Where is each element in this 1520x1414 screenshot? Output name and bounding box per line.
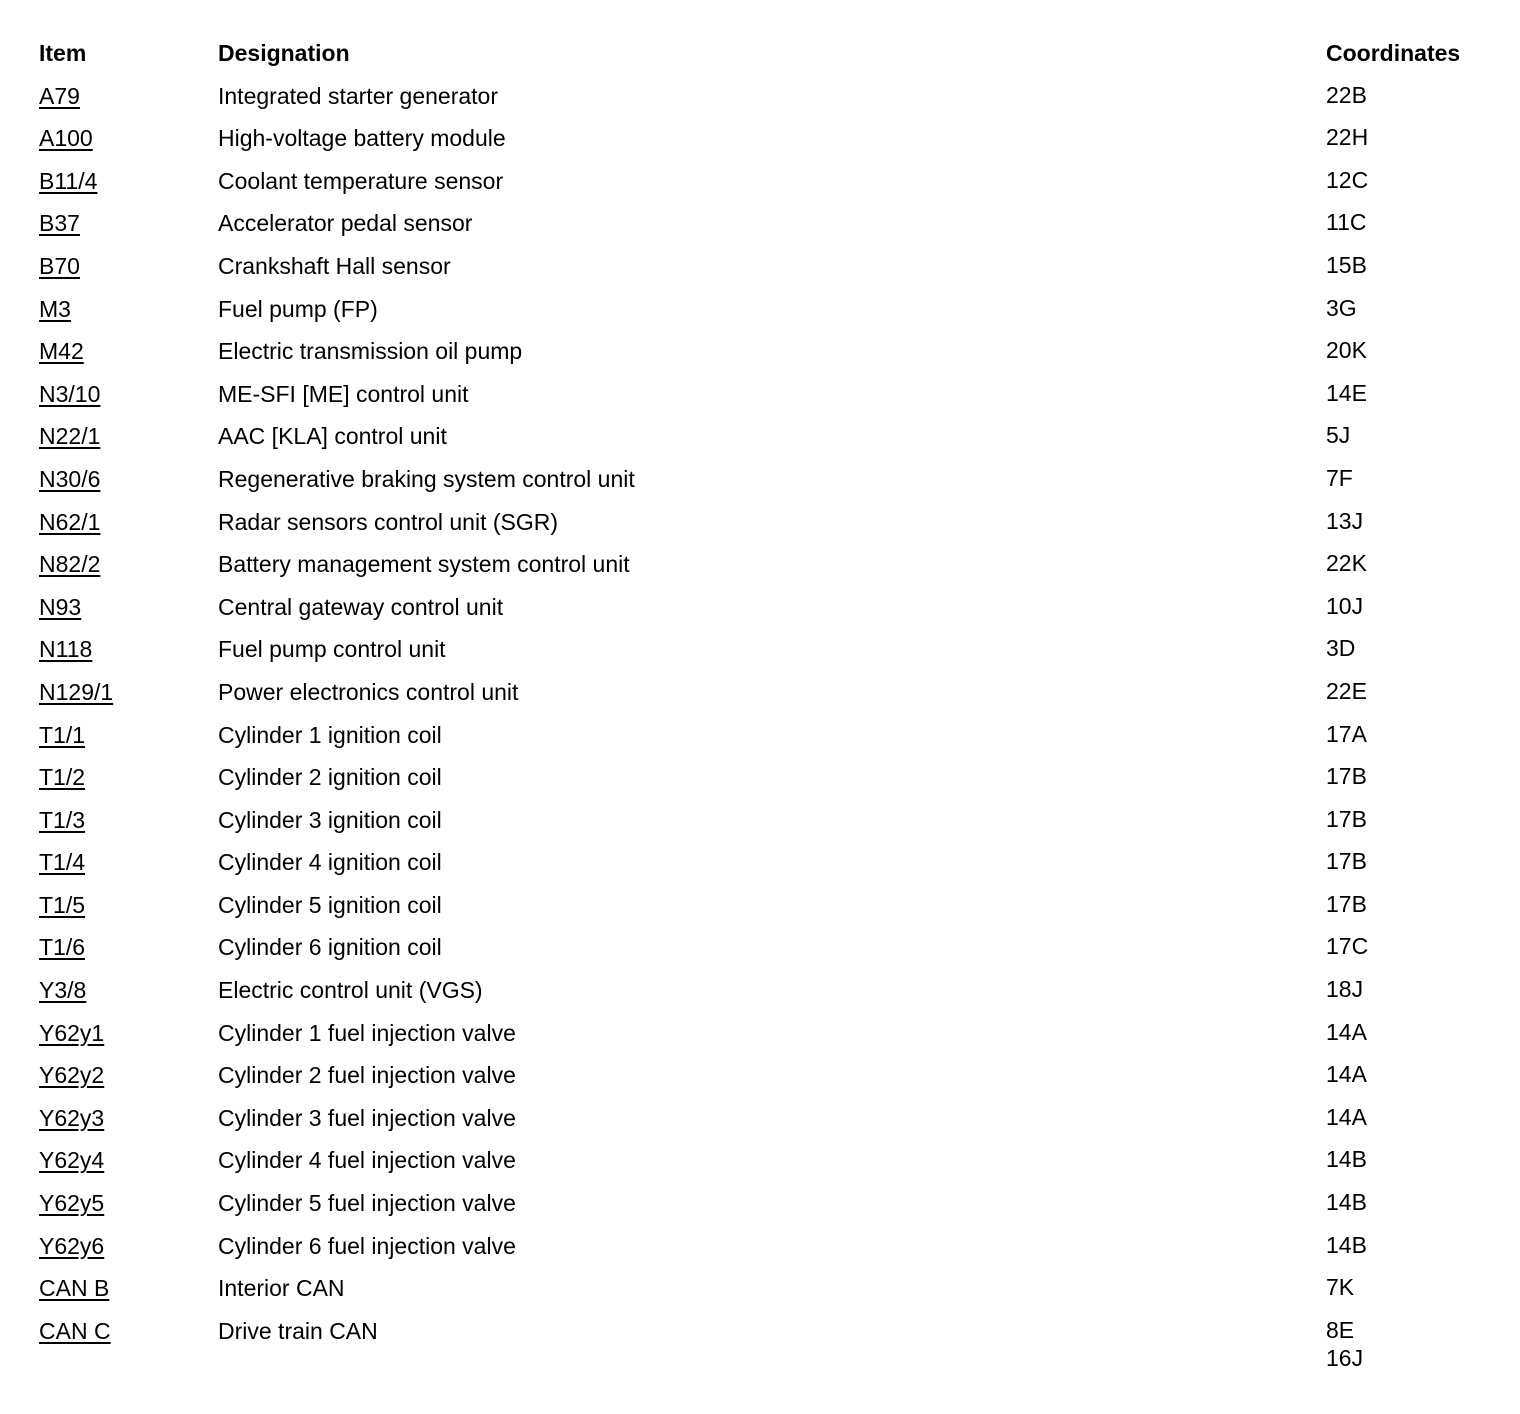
item-link[interactable]: B37 [39, 210, 80, 237]
item-cell [39, 1103, 104, 1133]
designation-cell: Crankshaft Hall sensor [218, 252, 451, 279]
coordinate-value: 22H [1326, 124, 1369, 151]
coordinates-cell [1326, 1188, 1367, 1216]
coordinates-cell [1326, 1145, 1367, 1173]
item-link[interactable]: A79 [39, 82, 80, 109]
designation-cell: Drive train CAN [218, 1317, 378, 1344]
item-link[interactable]: Y62y3 [39, 1104, 105, 1131]
coordinate-value: 18J [1326, 976, 1364, 1003]
table-row [39, 1058, 1499, 1101]
table-row [39, 930, 1499, 973]
item-cell [39, 1273, 109, 1303]
designation-cell: Cylinder 5 fuel injection valve [218, 1190, 516, 1217]
table-row [39, 1143, 1499, 1186]
coordinates-cell [1326, 1231, 1367, 1259]
designation-cell: ME-SFI [ME] control unit [218, 380, 469, 407]
designation-cell: Regenerative braking system control unit [218, 465, 635, 492]
designation-cell: Cylinder 3 fuel injection valve [218, 1104, 516, 1131]
item-link[interactable]: Y3/8 [39, 977, 87, 1004]
coordinates-cell [1326, 720, 1367, 748]
coordinates-cell [1326, 166, 1368, 194]
table-row [39, 632, 1499, 675]
coordinates-cell [1326, 379, 1367, 407]
designation-cell: Cylinder 6 fuel injection valve [218, 1232, 516, 1259]
item-link[interactable]: N62/1 [39, 508, 101, 535]
header-item: Item [39, 40, 87, 66]
coordinate-value: 14B [1326, 1189, 1367, 1216]
item-link[interactable]: CAN C [39, 1317, 111, 1344]
coordinate-value: 3D [1326, 635, 1356, 662]
table-row [39, 1271, 1499, 1314]
item-cell [39, 932, 85, 962]
item-cell [39, 975, 86, 1005]
item-link[interactable]: T1/1 [39, 721, 86, 748]
coordinates-cell [1326, 464, 1353, 492]
table-row [39, 505, 1499, 548]
item-link[interactable]: T1/3 [39, 806, 86, 833]
item-link[interactable]: B70 [39, 252, 80, 279]
item-cell [39, 1316, 111, 1346]
coordinates-cell [1326, 336, 1367, 364]
item-cell [39, 336, 84, 366]
coordinate-value: 22K [1326, 550, 1367, 577]
item-cell [39, 1231, 104, 1261]
coordinates-cell [1326, 932, 1368, 960]
coordinates-cell [1326, 421, 1350, 449]
table-row [39, 79, 1499, 122]
item-link[interactable]: N82/2 [39, 551, 101, 578]
item-link[interactable]: B11/4 [39, 167, 98, 194]
item-link[interactable]: T1/5 [39, 891, 86, 918]
item-cell [39, 677, 113, 707]
coordinate-value: 17B [1326, 763, 1367, 790]
designation-cell: Power electronics control unit [218, 678, 519, 705]
item-cell [39, 1060, 104, 1090]
coordinate-value: 17B [1326, 890, 1367, 917]
item-link[interactable]: T1/4 [39, 849, 86, 876]
coordinate-value: 14A [1326, 1103, 1367, 1130]
table-row [39, 1314, 1499, 1371]
table-row [39, 675, 1499, 718]
coordinate-value: 15B [1326, 251, 1367, 278]
coordinate-value: 3G [1326, 294, 1357, 321]
item-cell [39, 208, 80, 238]
table-row [39, 760, 1499, 803]
item-link[interactable]: M3 [39, 295, 71, 322]
item-cell [39, 890, 85, 920]
coordinates-cell [1326, 208, 1367, 236]
designation-cell: Cylinder 4 ignition coil [218, 849, 442, 876]
table-row [39, 1101, 1499, 1144]
designation-cell: Central gateway control unit [218, 593, 504, 620]
coordinates-cell [1326, 677, 1367, 705]
designation-cell: Cylinder 5 ignition coil [218, 891, 442, 918]
table-row [39, 1229, 1499, 1272]
header-designation: Designation [218, 40, 350, 66]
item-link[interactable]: Y62y6 [39, 1232, 105, 1259]
coordinate-value: 17B [1326, 848, 1367, 875]
item-cell [39, 123, 93, 153]
coordinate-value: 14E [1326, 379, 1367, 406]
item-cell [39, 1145, 104, 1175]
coordinates-cell [1326, 294, 1357, 322]
table-row [39, 590, 1499, 633]
table-row [39, 292, 1499, 335]
designation-cell: Integrated starter generator [218, 82, 498, 109]
designation-cell: Interior CAN [218, 1275, 345, 1302]
coordinate-value: 10J [1326, 592, 1364, 619]
item-cell [39, 762, 85, 792]
coordinate-value: 20K [1326, 337, 1367, 364]
table-row [39, 334, 1499, 377]
coordinate-value: 12C [1326, 166, 1369, 193]
table-header-row [39, 36, 1499, 79]
designation-cell: Accelerator pedal sensor [218, 210, 473, 237]
coordinate-value: 17B [1326, 805, 1367, 832]
item-link[interactable]: Y62y5 [39, 1190, 105, 1217]
coordinates-cell [1326, 1018, 1367, 1046]
item-cell [39, 549, 100, 579]
coordinate-value: 16J [1326, 1344, 1364, 1371]
designation-cell: AAC [KLA] control unit [218, 423, 447, 450]
item-cell [39, 166, 97, 196]
item-cell [39, 634, 92, 664]
designation-cell: Electric transmission oil pump [218, 338, 523, 365]
item-link[interactable]: T1/6 [39, 934, 86, 961]
designation-cell: Fuel pump control unit [218, 636, 446, 663]
item-link[interactable]: Y62y2 [39, 1062, 105, 1089]
designation-cell: Cylinder 2 ignition coil [218, 764, 442, 791]
item-link[interactable]: Y62y1 [39, 1019, 105, 1046]
coordinates-cell [1326, 251, 1367, 279]
item-cell [39, 379, 100, 409]
designation-cell: Battery management system control unit [218, 551, 630, 578]
coordinate-value: 7K [1326, 1274, 1355, 1301]
item-cell [39, 805, 85, 835]
coordinates-cell [1326, 890, 1367, 918]
coordinate-value: 14A [1326, 1061, 1367, 1088]
coordinate-value: 22E [1326, 677, 1367, 704]
coordinates-cell [1326, 1103, 1367, 1131]
item-cell [39, 294, 71, 324]
item-link[interactable]: CAN B [39, 1275, 110, 1302]
item-link[interactable]: N22/1 [39, 423, 101, 450]
designation-cell: Cylinder 1 ignition coil [218, 721, 442, 748]
coordinate-value: 17A [1326, 720, 1367, 747]
item-link[interactable]: N30/6 [39, 465, 101, 492]
designation-cell: Radar sensors control unit (SGR) [218, 508, 559, 535]
table-row [39, 1186, 1499, 1229]
table-row [39, 249, 1499, 292]
item-cell [39, 421, 100, 451]
component-legend-table [39, 36, 1499, 1371]
coordinate-value: 14B [1326, 1146, 1367, 1173]
coordinate-value: 17C [1326, 933, 1369, 960]
table-row [39, 377, 1499, 420]
coordinate-value: 14B [1326, 1231, 1367, 1258]
designation-cell: Cylinder 2 fuel injection valve [218, 1062, 516, 1089]
table-row [39, 419, 1499, 462]
designation-cell: High-voltage battery module [218, 125, 506, 152]
table-row [39, 803, 1499, 846]
table-row [39, 547, 1499, 590]
coordinates-cell [1326, 123, 1368, 151]
coordinates-cell [1326, 805, 1367, 833]
item-link[interactable]: N93 [39, 593, 82, 620]
item-link[interactable]: A100 [39, 125, 93, 152]
coordinate-value: 8E [1326, 1316, 1355, 1343]
designation-cell: Coolant temperature sensor [218, 167, 504, 194]
item-link[interactable]: N129/1 [39, 678, 114, 705]
header-coordinates: Coordinates [1326, 40, 1461, 66]
coordinates-cell [1326, 507, 1363, 535]
table-row [39, 888, 1499, 931]
coordinate-value: 7F [1326, 464, 1353, 491]
designation-cell: Fuel pump (FP) [218, 295, 378, 322]
item-cell [39, 251, 80, 281]
coordinates-cell [1326, 634, 1355, 662]
designation-cell: Cylinder 3 ignition coil [218, 806, 442, 833]
table-row [39, 206, 1499, 249]
coordinates-cell [1326, 1316, 1363, 1372]
table-row [39, 1016, 1499, 1059]
item-link[interactable]: N118 [39, 636, 93, 663]
designation-cell: Electric control unit (VGS) [218, 977, 483, 1004]
coordinate-value: 22B [1326, 81, 1367, 108]
item-cell [39, 464, 100, 494]
coordinates-cell [1326, 847, 1367, 875]
item-cell [39, 507, 100, 537]
table-row [39, 845, 1499, 888]
table-row [39, 718, 1499, 761]
item-cell [39, 1188, 104, 1218]
designation-cell: Cylinder 6 ignition coil [218, 934, 442, 961]
item-link[interactable]: Y62y4 [39, 1147, 105, 1174]
designation-cell: Cylinder 4 fuel injection valve [218, 1147, 516, 1174]
coordinates-cell [1326, 81, 1367, 109]
coordinates-cell [1326, 762, 1367, 790]
coordinates-cell [1326, 1273, 1354, 1301]
table-row [39, 462, 1499, 505]
item-link[interactable]: N3/10 [39, 380, 101, 407]
coordinates-cell [1326, 592, 1363, 620]
coordinate-value: 11C [1326, 209, 1367, 236]
item-cell [39, 847, 85, 877]
item-cell [39, 592, 81, 622]
coordinate-value: 5J [1326, 422, 1351, 449]
coordinates-cell [1326, 549, 1367, 577]
item-link[interactable]: M42 [39, 338, 84, 365]
table-row [39, 973, 1499, 1016]
item-cell [39, 720, 85, 750]
table-row [39, 164, 1499, 207]
table-row [39, 121, 1499, 164]
table-body [39, 79, 1499, 1371]
designation-cell: Cylinder 1 fuel injection valve [218, 1019, 516, 1046]
item-cell [39, 1018, 104, 1048]
coordinates-cell [1326, 975, 1363, 1003]
coordinate-value: 14A [1326, 1018, 1367, 1045]
item-cell [39, 81, 80, 111]
item-link[interactable]: T1/2 [39, 764, 86, 791]
coordinates-cell [1326, 1060, 1367, 1088]
coordinate-value: 13J [1326, 507, 1364, 534]
